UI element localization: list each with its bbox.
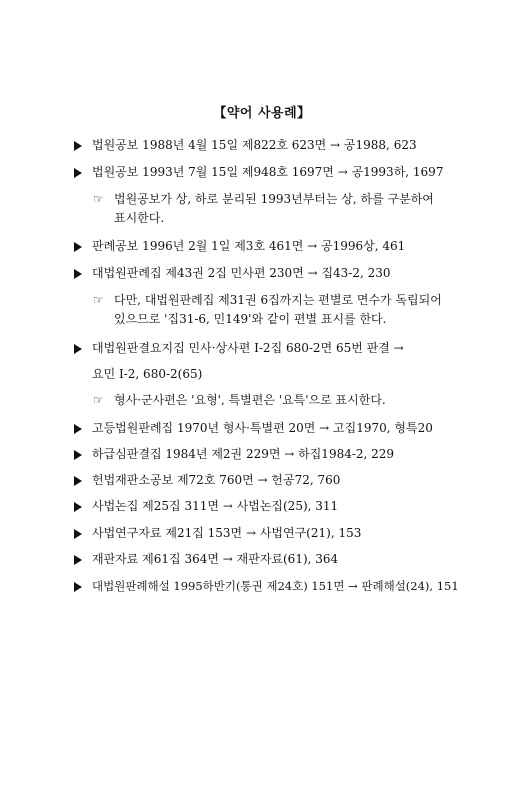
pointing-hand-icon: ☞ — [93, 393, 104, 407]
page-title: 【약어 사용례】 — [213, 106, 311, 121]
note-text: 형사·군사편은 '요형', 특별편은 '요특'으로 표시한다. — [114, 393, 386, 407]
triangle-bullet-icon — [74, 269, 82, 279]
list-item-text: 법원공보 1988년 4월 15일 제822호 623면 → 공1988, 623 — [92, 138, 417, 152]
pointing-hand-icon: ☞ — [93, 192, 104, 206]
pointing-hand-icon: ☞ — [93, 293, 104, 307]
list-item-text: 사법논집 제25집 311면 → 사법논집(25), 311 — [92, 499, 339, 513]
triangle-bullet-icon — [74, 582, 82, 592]
list-item-text: 고등법원판례집 1970년 형사·특별편 20면 → 고집1970, 형특20 — [92, 421, 433, 435]
triangle-bullet-icon — [74, 168, 82, 178]
list-item-text: 대법원판례집 제43권 2집 민사편 230면 → 집43-2, 230 — [92, 266, 391, 280]
list-item-text: 헌법재판소공보 제72호 760면 → 헌공72, 760 — [92, 473, 341, 487]
triangle-bullet-icon — [74, 450, 82, 460]
triangle-bullet-icon — [74, 242, 82, 252]
list-item-text: 대법원판결요지집 민사·상사편 Ⅰ-2집 680-2면 65번 판결 → — [92, 341, 404, 355]
triangle-bullet-icon — [74, 344, 82, 354]
triangle-bullet-icon — [74, 141, 82, 151]
triangle-bullet-icon — [74, 529, 82, 539]
triangle-bullet-icon — [74, 502, 82, 512]
list-item-text: 판례공보 1996년 2월 1일 제3호 461면 → 공1996상, 461 — [92, 239, 406, 253]
list-item-text: 사법연구자료 제21집 153면 → 사법연구(21), 153 — [92, 526, 362, 540]
triangle-bullet-icon — [74, 555, 82, 565]
note-text: 있으므로 '집31-6, 민149'와 같이 편별 표시를 한다. — [114, 312, 387, 326]
list-item-text: 하급심판결집 1984년 제2권 229면 → 하집1984-2, 229 — [92, 447, 395, 461]
note-text: 다만, 대법원판례집 제31권 6집까지는 편별로 면수가 독립되어 — [114, 293, 442, 307]
list-item-text: 요민 Ⅰ-2, 680-2(65) — [92, 367, 203, 381]
triangle-bullet-icon — [74, 424, 82, 434]
list-item-text: 법원공보 1993년 7월 15일 제948호 1697면 → 공1993하, 1697 — [92, 165, 444, 179]
note-text: 법원공보가 상, 하로 분리된 1993년부터는 상, 하를 구분하여 — [114, 192, 434, 206]
list-item-text: 대법원판례해설 1995하반기(통권 제24호) 151면 → 판례해설(24), 151 — [92, 579, 459, 593]
list-item-text: 재판자료 제61집 364면 → 재판자료(61), 364 — [92, 552, 339, 566]
note-text: 표시한다. — [114, 211, 165, 225]
triangle-bullet-icon — [74, 476, 82, 486]
